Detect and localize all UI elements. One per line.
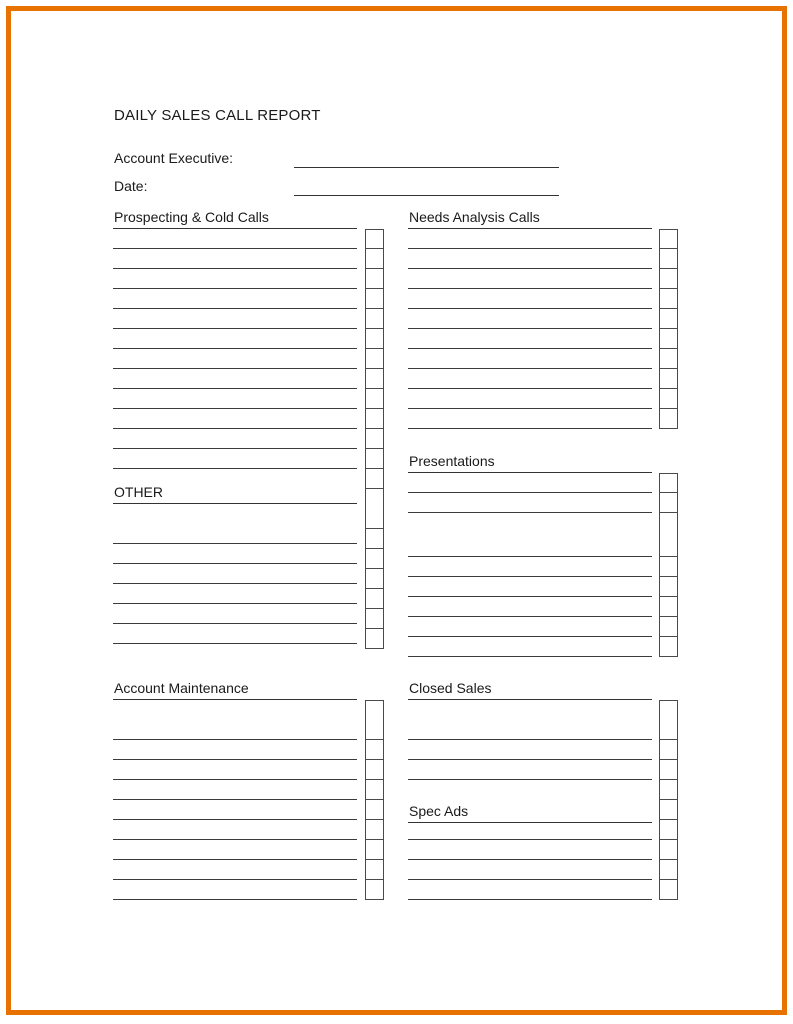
write-line[interactable] <box>408 368 652 369</box>
section-title-prospecting-cold-calls: Prospecting & Cold Calls <box>114 209 269 225</box>
write-line[interactable] <box>408 556 652 557</box>
tally-box[interactable] <box>659 577 678 597</box>
tally-box[interactable] <box>659 289 678 309</box>
tally-box[interactable] <box>365 349 384 369</box>
write-line[interactable] <box>113 368 357 369</box>
tally-box[interactable] <box>659 557 678 577</box>
tally-box[interactable] <box>365 760 384 780</box>
write-line[interactable] <box>408 328 652 329</box>
write-line[interactable] <box>113 879 357 880</box>
write-line[interactable] <box>408 308 652 309</box>
tally-box[interactable] <box>659 249 678 269</box>
account-executive-label: Account Executive: <box>114 150 234 166</box>
tally-box[interactable] <box>365 609 384 629</box>
write-line[interactable] <box>408 428 652 429</box>
tally-box[interactable] <box>659 309 678 329</box>
tally-column-presentations[interactable] <box>659 473 678 657</box>
tally-box[interactable] <box>365 800 384 820</box>
write-line[interactable] <box>113 583 357 584</box>
tally-box[interactable] <box>659 597 678 617</box>
tally-box[interactable] <box>365 429 384 449</box>
write-line[interactable] <box>113 543 357 544</box>
tally-box[interactable] <box>365 249 384 269</box>
section-underline-other <box>113 503 357 504</box>
write-line[interactable] <box>113 388 357 389</box>
section-title-needs-analysis-calls: Needs Analysis Calls <box>409 209 540 225</box>
write-line[interactable] <box>408 636 652 637</box>
tally-box[interactable] <box>365 589 384 609</box>
tally-box[interactable] <box>365 569 384 589</box>
tally-box-tall[interactable] <box>365 489 384 529</box>
write-line[interactable] <box>113 448 357 449</box>
tally-box[interactable] <box>365 449 384 469</box>
write-line[interactable] <box>408 779 652 780</box>
write-line[interactable] <box>408 288 652 289</box>
tally-box[interactable] <box>659 389 678 409</box>
tally-box[interactable] <box>365 820 384 840</box>
tally-box[interactable] <box>365 229 384 249</box>
tally-box[interactable] <box>365 629 384 649</box>
write-line[interactable] <box>408 512 652 513</box>
tally-box[interactable] <box>659 740 678 760</box>
write-line[interactable] <box>113 603 357 604</box>
write-line[interactable] <box>113 328 357 329</box>
tally-box[interactable] <box>659 349 678 369</box>
section-title-spec-ads: Spec Ads <box>409 803 469 819</box>
tally-column-closed-sales-spec-ads[interactable] <box>659 700 678 900</box>
write-line[interactable] <box>113 468 357 469</box>
date-field[interactable] <box>294 195 559 196</box>
tally-column-needs-analysis-calls[interactable] <box>659 229 678 429</box>
write-line[interactable] <box>113 819 357 820</box>
write-line[interactable] <box>408 616 652 617</box>
tally-box-tall[interactable] <box>659 700 678 740</box>
write-line[interactable] <box>113 839 357 840</box>
tally-box[interactable] <box>659 473 678 493</box>
write-line[interactable] <box>113 859 357 860</box>
section-underline-presentations <box>408 472 652 473</box>
date-label: Date: <box>114 178 148 194</box>
section-underline-spec-ads <box>408 822 652 823</box>
tally-box[interactable] <box>365 289 384 309</box>
write-line[interactable] <box>408 739 652 740</box>
write-line[interactable] <box>408 879 652 880</box>
tally-box[interactable] <box>365 740 384 760</box>
write-line[interactable] <box>113 799 357 800</box>
tally-box[interactable] <box>659 760 678 780</box>
tally-box[interactable] <box>365 549 384 569</box>
write-line[interactable] <box>408 408 652 409</box>
tally-box[interactable] <box>659 269 678 289</box>
tally-box[interactable] <box>365 780 384 800</box>
write-line[interactable] <box>113 563 357 564</box>
tally-box[interactable] <box>365 469 384 489</box>
write-line[interactable] <box>113 643 357 644</box>
tally-box[interactable] <box>659 820 678 840</box>
write-line[interactable] <box>113 248 357 249</box>
write-line[interactable] <box>408 759 652 760</box>
tally-box[interactable] <box>365 269 384 289</box>
page-frame-right-border <box>782 6 787 1015</box>
tally-box[interactable] <box>365 880 384 900</box>
write-line[interactable] <box>408 492 652 493</box>
account-executive-field[interactable] <box>294 167 559 168</box>
tally-box[interactable] <box>659 780 678 800</box>
section-underline-prospecting-cold-calls <box>113 228 357 229</box>
tally-box[interactable] <box>365 309 384 329</box>
tally-box[interactable] <box>365 840 384 860</box>
report-sheet <box>11 11 782 1010</box>
write-line[interactable] <box>113 428 357 429</box>
tally-box[interactable] <box>659 880 678 900</box>
tally-box[interactable] <box>365 409 384 429</box>
section-underline-needs-analysis-calls <box>408 228 652 229</box>
page-frame-bottom-border <box>6 1010 787 1015</box>
write-line[interactable] <box>113 268 357 269</box>
write-line[interactable] <box>408 348 652 349</box>
tally-box[interactable] <box>659 229 678 249</box>
tally-box[interactable] <box>365 860 384 880</box>
write-line[interactable] <box>408 388 652 389</box>
page-title: DAILY SALES CALL REPORT <box>114 107 321 124</box>
write-line[interactable] <box>113 348 357 349</box>
tally-box[interactable] <box>659 617 678 637</box>
write-line[interactable] <box>408 859 652 860</box>
write-line[interactable] <box>408 839 652 840</box>
write-line[interactable] <box>113 899 357 900</box>
write-line[interactable] <box>113 408 357 409</box>
write-line[interactable] <box>113 288 357 289</box>
section-title-other: OTHER <box>114 484 163 500</box>
write-line[interactable] <box>113 308 357 309</box>
write-line[interactable] <box>408 899 652 900</box>
tally-box-tall[interactable] <box>365 700 384 740</box>
write-line[interactable] <box>408 596 652 597</box>
write-line[interactable] <box>408 248 652 249</box>
section-underline-account-maintenance <box>113 699 357 700</box>
write-line[interactable] <box>113 739 357 740</box>
tally-box[interactable] <box>365 529 384 549</box>
write-line[interactable] <box>408 576 652 577</box>
section-title-presentations: Presentations <box>409 453 495 469</box>
tally-column-account-maintenance[interactable] <box>365 700 384 900</box>
tally-box-tall[interactable] <box>659 513 678 557</box>
write-line[interactable] <box>408 656 652 657</box>
tally-box[interactable] <box>659 409 678 429</box>
tally-box[interactable] <box>365 369 384 389</box>
write-line[interactable] <box>113 779 357 780</box>
tally-box[interactable] <box>659 493 678 513</box>
write-line[interactable] <box>408 268 652 269</box>
tally-column-prospecting-other[interactable] <box>365 229 384 649</box>
write-line[interactable] <box>113 759 357 760</box>
write-line[interactable] <box>113 623 357 624</box>
section-title-closed-sales: Closed Sales <box>409 680 492 696</box>
tally-box[interactable] <box>659 329 678 349</box>
tally-box[interactable] <box>659 637 678 657</box>
section-underline-closed-sales <box>408 699 652 700</box>
tally-box[interactable] <box>365 329 384 349</box>
tally-box[interactable] <box>659 840 678 860</box>
tally-box[interactable] <box>659 800 678 820</box>
tally-box[interactable] <box>659 369 678 389</box>
section-title-account-maintenance: Account Maintenance <box>114 680 249 696</box>
tally-box[interactable] <box>365 389 384 409</box>
tally-box[interactable] <box>659 860 678 880</box>
